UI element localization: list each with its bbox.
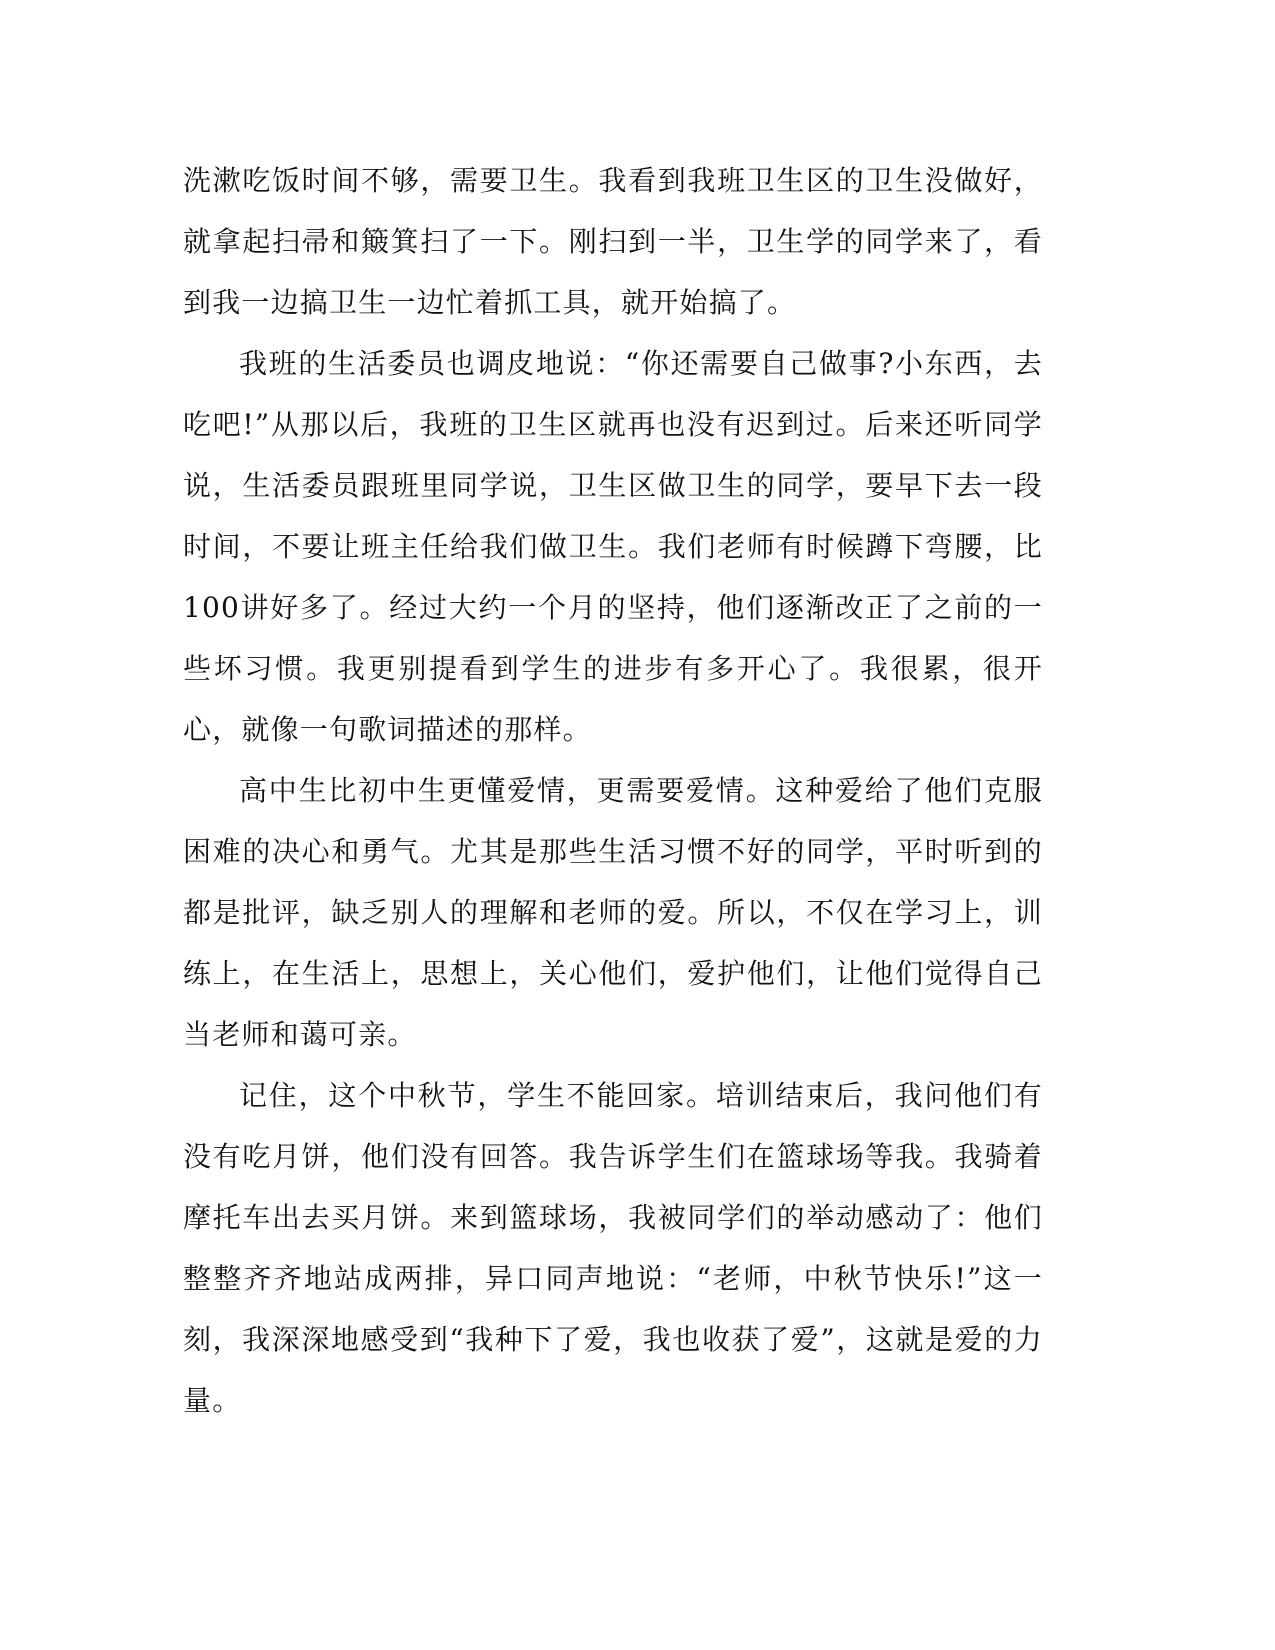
- document-body: [183, 150, 1043, 1431]
- paragraph-2: 我班的生活委员也调皮地说：“你还需要自己做事?小东西，去吃吧!”从那以后，我班的卫生区就再也没有迟到过。后来还听同学说，生活委员跟班里同学说，卫生区做卫生的同学，要早下去一段时间，不要让班主任给我们做卫生。我们老师有时候蹲下弯腰，比100讲好多了。经过大约一个月的坚持，他们逐渐改正了之前的一些坏习惯。我更别提看到学生的进步有多开心了。我很累，很开心，就像一句歌词描述的那样。: [183, 347, 1043, 746]
- paragraph-1: 洗漱吃饭时间不够，需要卫生。我看到我班卫生区的卫生没做好，就拿起扫帚和簸箕扫了一下。刚扫到一半，卫生学的同学来了，看到我一边搞卫生一边忙着抓工具，就开始搞了。: [183, 164, 1043, 319]
- paragraph-3: 高中生比初中生更懂爱情，更需要爱情。这种爱给了他们克服困难的决心和勇气。尤其是那些生活习惯不好的同学，平时听到的都是批评，缺乏别人的理解和老师的爱。所以，不仅在学习上，训练上，在生活上，思想上，关心他们，爱护他们，让他们觉得自己当老师和蔼可亲。: [183, 774, 1043, 1051]
- paragraph-4: 记住，这个中秋节，学生不能回家。培训结束后，我问他们有没有吃月饼，他们没有回答。我告诉学生们在篮球场等我。我骑着摩托车出去买月饼。来到篮球场，我被同学们的举动感动了：他们整整齐齐地站成两排，异口同声地说：“老师，中秋节快乐!”这一刻，我深深地感受到“我种下了爱，我也收获了爱”，这就是爱的力量。: [183, 1079, 1043, 1417]
